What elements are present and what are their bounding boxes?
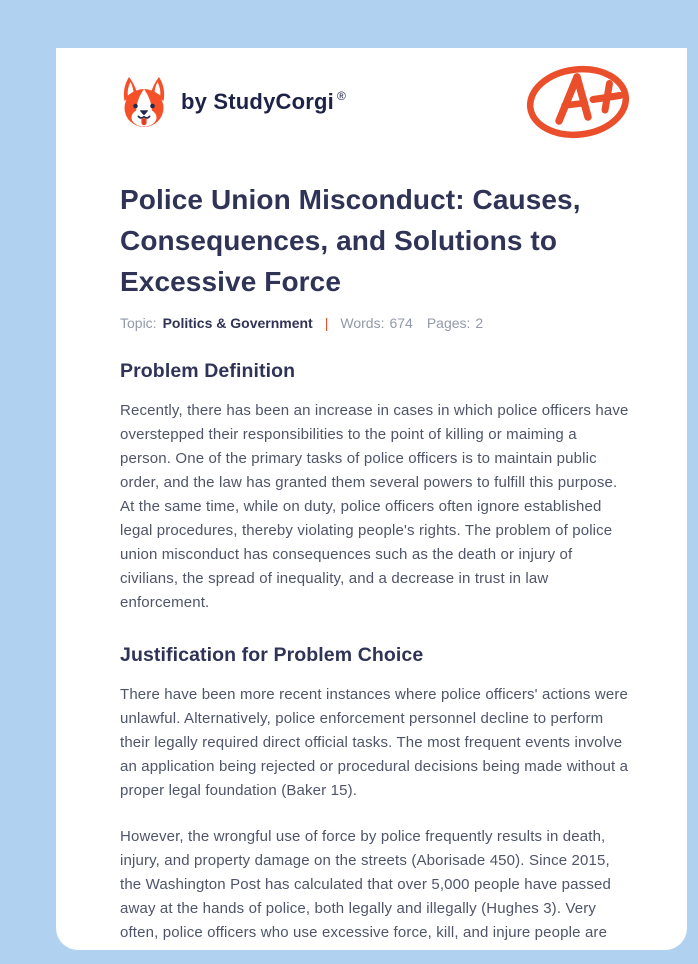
studycorgi-brand-link[interactable]	[120, 76, 346, 128]
document-meta	[120, 315, 631, 331]
brand-name: by StudyCorgi ®	[181, 89, 346, 114]
registered-trademark: ®	[336, 89, 346, 103]
section-problem-definition	[120, 360, 631, 615]
words-count: Words: 674	[340, 315, 413, 331]
section-heading: Problem Definition	[120, 360, 296, 382]
section-heading: Justification for Problem Choice	[120, 644, 424, 666]
document-preview-card	[56, 48, 687, 950]
section-justification	[120, 644, 631, 945]
page-title: Police Union Misconduct: Causes, Consequences, and Solutions to Excessive Force	[120, 184, 581, 297]
paragraph: Recently, there has been an increase in cases in which police officers have overstepped their responsibilities to the point of killing or maiming a person. One of the primary tasks of police officers is to maintain public order, and the law has granted them several powers to fulfill this purpose. At the same time, while on duty, police officers often ignore established legal procedures, thereby violating people's rights. The problem of police union misconduct has consequences such as the death or injury of civilians, the spread of inequality, and a decrease in trust in law enforcement.	[120, 402, 629, 611]
meta-separator: |	[324, 315, 329, 331]
a-plus-grade-logo-icon	[525, 60, 631, 144]
pages-count: Pages: 2	[426, 315, 484, 331]
topic-label: Topic:	[120, 315, 157, 331]
paragraph: However, the wrongful use of force by police frequently results in death, injury, and property damage on the streets (Aborisade 450). Since 2015, the Washington Post has calculated that over 5,000 people have passed away at the hands of police, both legally and illegally (Hughes 3). Very often, police officers who use excessive force, kill, and injure people are	[120, 828, 611, 941]
corgi-logo-icon	[120, 76, 168, 128]
topic-value: Politics & Government	[162, 315, 313, 331]
paragraph: There have been more recent instances where police officers' actions were unlawful. Alternatively, police enforcement personnel decline to perform their legally required direct official tasks. The most frequent events involve an application being rejected or procedural decisions being made without a proper legal foundation (Baker 15).	[120, 686, 629, 799]
card-header	[120, 62, 631, 142]
